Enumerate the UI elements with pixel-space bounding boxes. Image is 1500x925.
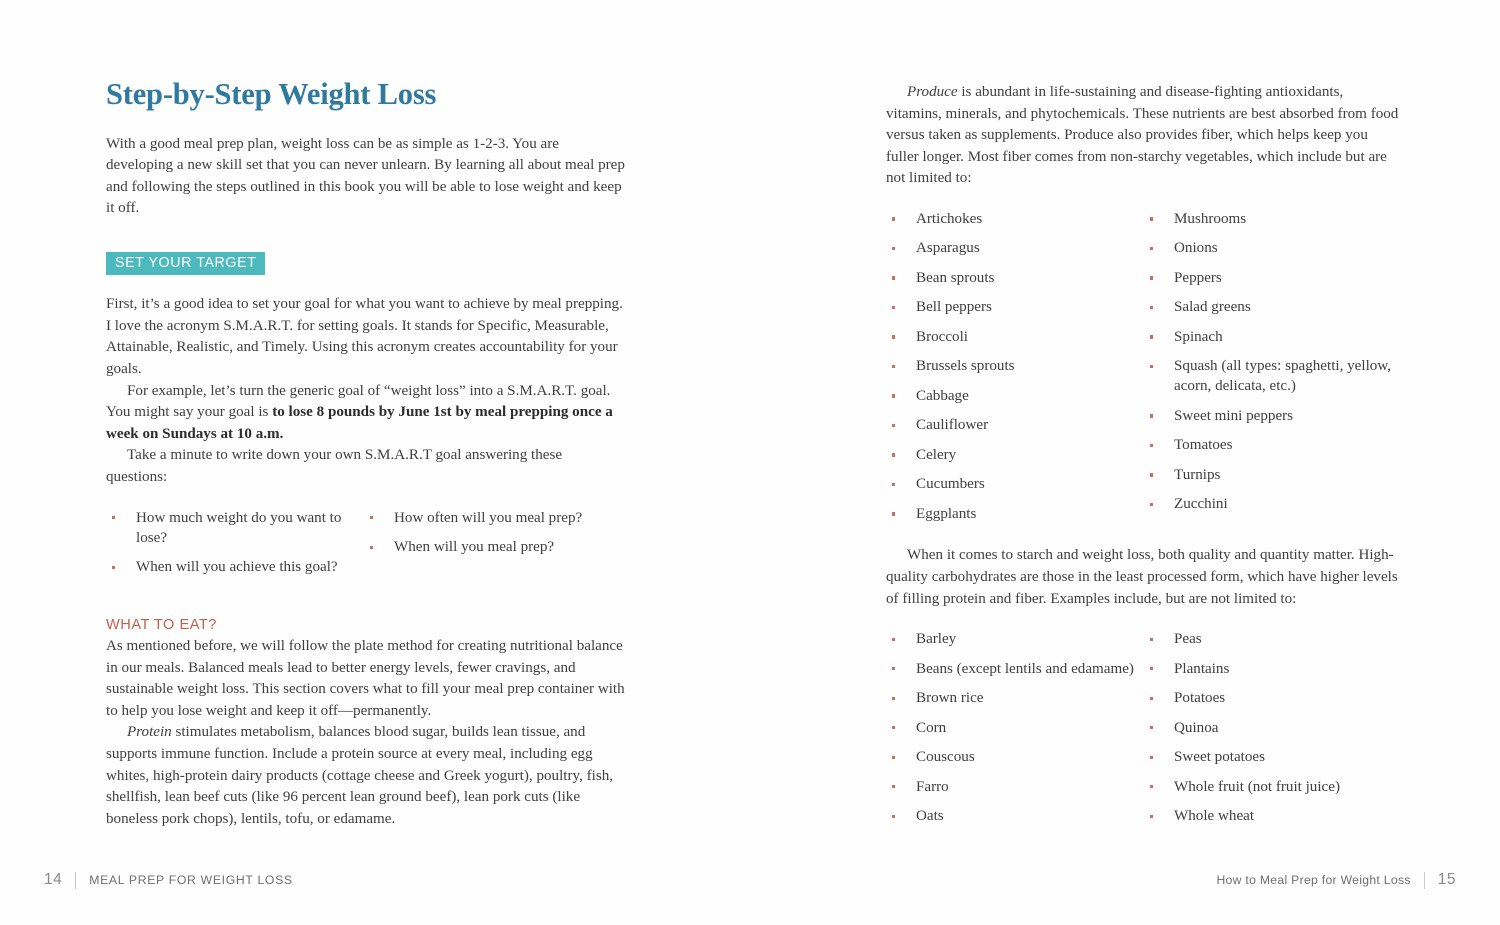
vegetables-column-2 — [1144, 209, 1402, 534]
list-item: When will you achieve this goal? — [106, 557, 364, 577]
list-item: Sweet mini peppers — [1144, 406, 1402, 426]
page-number-left: 14 — [44, 871, 63, 888]
list-item: Mushrooms — [1144, 209, 1402, 229]
list-item: How often will you meal prep? — [364, 508, 622, 528]
goal-questions-list-1 — [106, 508, 364, 578]
list-item: Plantains — [1144, 659, 1402, 679]
starches-column-1 — [886, 629, 1144, 836]
list-item: Cauliflower — [886, 415, 1144, 435]
list-item: Turnips — [1144, 465, 1402, 485]
goal-questions-column-2 — [364, 508, 622, 587]
list-item: Brown rice — [886, 688, 1144, 708]
paragraph-smart-goal-example-lead: For example, let’s turn the generic goal of “weight loss” into a S.M.A.R.T. goal. You might say your goal is — [106, 382, 611, 421]
subheading-what-to-eat: WHAT TO EAT? — [106, 616, 217, 633]
vegetables-list-2 — [1144, 209, 1402, 515]
footer-left — [44, 871, 293, 889]
right-page-content — [886, 82, 1402, 836]
list-item: Asparagus — [886, 238, 1144, 258]
starches-column-2 — [1144, 629, 1402, 836]
list-item: Couscous — [886, 747, 1144, 767]
list-item: Eggplants — [886, 504, 1144, 524]
spacer — [106, 489, 626, 508]
goal-questions-list-2 — [364, 508, 622, 558]
list-item: Tomatoes — [1144, 435, 1402, 455]
paragraph-protein-rest: stimulates metabolism, balances blood sugar, builds lean tissue, and supports immune function. Include a protein source at every meal, including egg whites, high-protein dairy products (cottage cheese and Greek yogurt), poultry, fish, shellfish, lean beef cuts (like 96 percent lean ground beef), lean pork cuts (like boneless pork chops), lentils, tofu, or edamame. — [106, 724, 614, 827]
list-item: Celery — [886, 445, 1144, 465]
running-head-left: MEAL PREP FOR WEIGHT LOSS — [89, 873, 293, 887]
list-item: Squash (all types: spaghetti, yellow, acorn, delicata, etc.) — [1144, 356, 1402, 396]
footer-divider-right — [1424, 872, 1425, 889]
list-item: Artichokes — [886, 209, 1144, 229]
list-item: Oats — [886, 806, 1144, 826]
paragraph-smart-goal-example-bold: to lose 8 pounds by June 1st by meal prepping once a week on Sundays at 10 a.m. — [106, 404, 613, 442]
list-item: Cucumbers — [886, 474, 1144, 494]
list-item: Farro — [886, 777, 1144, 797]
vegetables-columns — [886, 209, 1402, 534]
paragraph-protein — [106, 722, 626, 830]
list-item: Broccoli — [886, 327, 1144, 347]
list-item: Beans (except lentils and edamame) — [886, 659, 1144, 679]
list-item: Barley — [886, 629, 1144, 649]
goal-questions-column-1 — [106, 508, 364, 587]
spacer — [886, 190, 1402, 209]
intro-paragraph: With a good meal prep plan, weight loss can be as simple as 1-2-3. You are developing a new skill set that you can never unlearn. By learning all about meal prep and following the steps outlined in this book you will be able to lose weight and keep it off. — [106, 135, 625, 217]
paragraph-produce-italic-lead: Produce — [907, 84, 958, 100]
list-item: Zucchini — [1144, 494, 1402, 514]
paragraph-produce — [886, 82, 1402, 190]
list-item: Peppers — [1144, 268, 1402, 288]
page-title: Step-by-Step Weight Loss — [106, 77, 437, 111]
paragraph-plate-method: As mentioned before, we will follow the plate method for creating nutritional balance in our meals. Balanced meals lead to better energy levels, fewer cravings, and sustainable weight loss. This section covers what to fill your meal prep container with to help you lose weight and keep it off—permanently. — [106, 638, 625, 719]
goal-questions-columns — [106, 508, 626, 587]
list-item: Sweet potatoes — [1144, 747, 1402, 767]
vegetables-column-1 — [886, 209, 1144, 534]
list-item: Whole fruit (not fruit juice) — [1144, 777, 1402, 797]
list-item: Onions — [1144, 238, 1402, 258]
list-item: When will you meal prep? — [364, 537, 622, 557]
left-page-content — [106, 78, 626, 830]
spacer — [886, 533, 1402, 545]
paragraph-protein-italic-lead: Protein — [127, 724, 172, 741]
list-item: Potatoes — [1144, 688, 1402, 708]
list-item: Cabbage — [886, 386, 1144, 406]
paragraph-produce-rest: is abundant in life-sustaining and disease-fighting antioxidants, vitamins, minerals, and phytochemicals. These nutrients are best absorbed from food versus taken as supplements. Produce also provides fiber, which helps keep you fuller longer. Most fiber comes from non-starchy vegetables, which include but are not limited to: — [886, 84, 1399, 187]
starches-list-1 — [886, 629, 1144, 826]
list-item: How much weight do you want to lose? — [106, 508, 364, 548]
paragraph-write-your-goal: Take a minute to write down your own S.M.A.R.T goal answering these questions: — [106, 447, 563, 485]
list-item: Corn — [886, 718, 1144, 738]
footer-divider-left — [75, 872, 76, 889]
list-item: Peas — [1144, 629, 1402, 649]
list-item: Whole wheat — [1144, 806, 1402, 826]
paragraph-smart-goal-example — [106, 381, 626, 446]
badge-wrapper — [106, 220, 626, 294]
starches-list-2 — [1144, 629, 1402, 826]
list-item: Quinoa — [1144, 718, 1402, 738]
vegetables-list-1 — [886, 209, 1144, 524]
footer-right — [1216, 871, 1456, 889]
list-item: Brussels sprouts — [886, 356, 1144, 376]
starches-columns — [886, 629, 1402, 836]
status-badge-set-your-target: SET YOUR TARGET — [106, 252, 265, 275]
page-number-right: 15 — [1437, 871, 1456, 888]
right-page — [750, 0, 1500, 925]
paragraph-starch: When it comes to starch and weight loss, both quality and quantity matter. High-quality carbohydrates are those in the least processed form, which have higher levels of filling protein and fiber. Examples include, but are not limited to: — [886, 547, 1398, 607]
paragraph-smart-goal-explained: First, it’s a good idea to set your goal for what you want to achieve by meal prepping. I love the acronym S.M.A.R.T. for setting goals. It stands for Specific, Measurable, Attainable, Realistic, and Timely. Using this acronym creates accountability for your goals. — [106, 296, 623, 377]
spacer — [886, 610, 1402, 629]
running-head-right: How to Meal Prep for Weight Loss — [1216, 873, 1411, 887]
list-item: Spinach — [1144, 327, 1402, 347]
list-item: Bell peppers — [886, 297, 1144, 317]
list-item: Salad greens — [1144, 297, 1402, 317]
list-item: Bean sprouts — [886, 268, 1144, 288]
